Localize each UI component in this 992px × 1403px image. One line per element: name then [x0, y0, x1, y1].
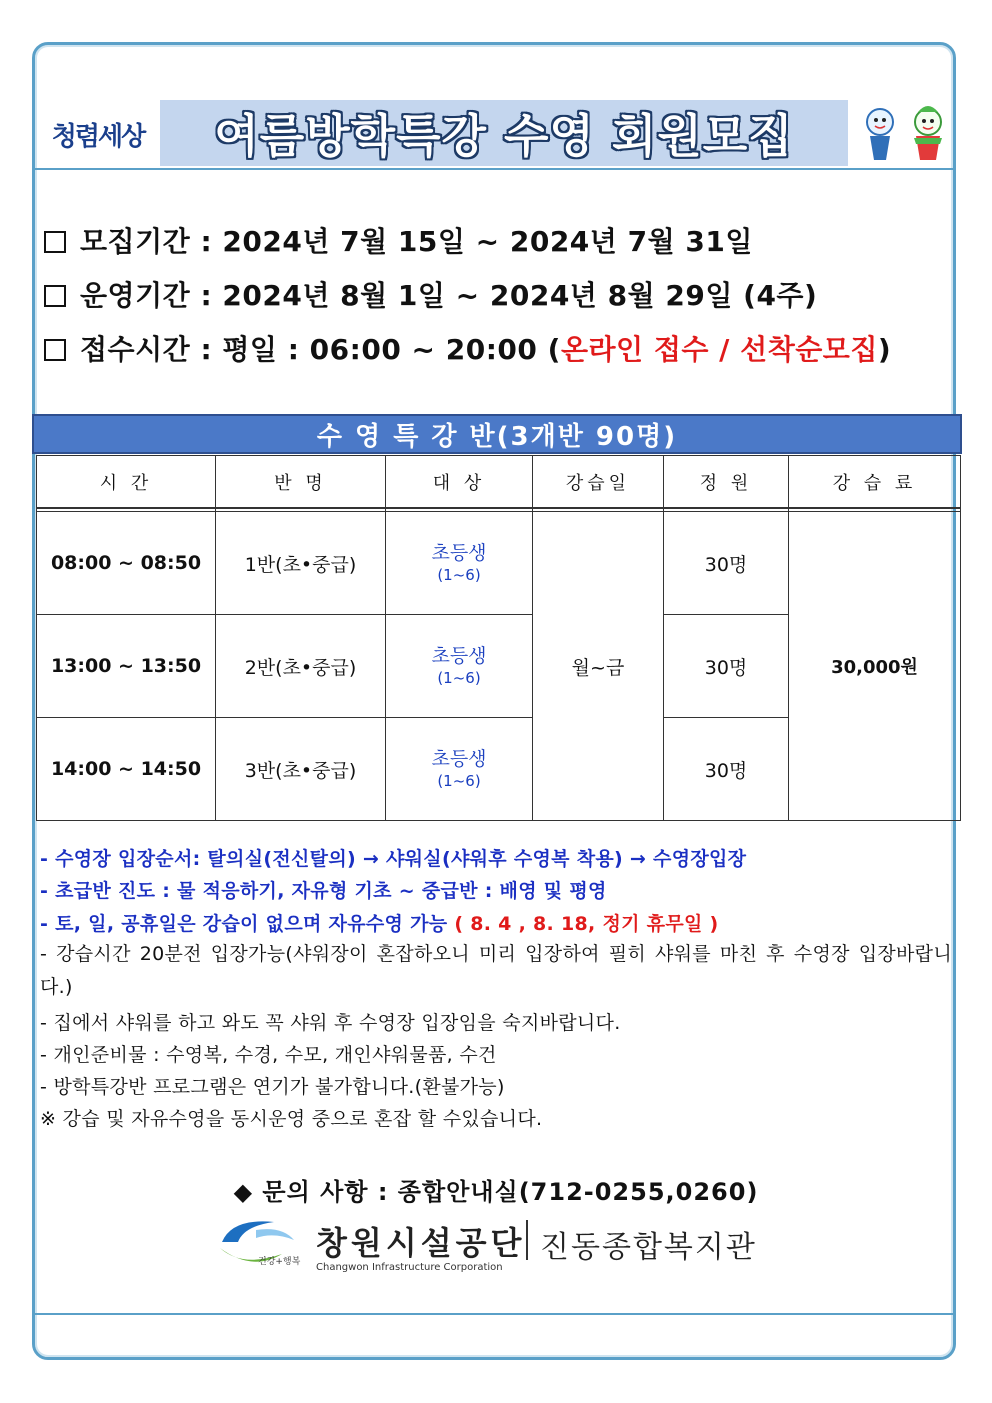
footer-divider: [35, 1313, 953, 1315]
section-title-bar: [32, 414, 962, 454]
note-entry-time: - 강습시간 20분전 입장가능(샤워장이 혼잡하오니 미리 입장하여 필히 샤워를 마친 후 수영장 입장바랍니다.): [40, 943, 952, 998]
header-target: 대 상: [386, 456, 533, 509]
capacity-cell: 30명: [664, 718, 789, 821]
operate-period-text: 운영기간 : 2024년 8월 1일 ~ 2024년 8월 29일 (4주): [80, 279, 818, 312]
target-label: 초등생: [431, 541, 487, 564]
note-holidays-text: - 토, 일, 공휴일은 강습이 없으며 자유수영 가능: [40, 913, 455, 935]
header-time: 시 간: [37, 456, 216, 509]
schedule-table: [36, 455, 961, 821]
capacity-cell: 30명: [664, 512, 789, 615]
logo-text: 청렴세상: [51, 121, 145, 152]
reception-highlight: 온라인 접수 / 선착순모집: [560, 333, 878, 366]
org-sub-name: 진동종합복지관: [540, 1230, 757, 1265]
target-label: 초등생: [431, 644, 487, 667]
time-cell: 08:00 ~ 08:50: [37, 512, 216, 615]
recruit-period-text: 모집기간 : 2024년 7월 15일 ~ 2024년 7월 31일: [80, 225, 753, 258]
target-grade: (1~6): [437, 771, 481, 790]
table-header-row: [37, 456, 961, 509]
fee-cell: 30,000원: [789, 512, 961, 821]
note-shower: - 집에서 샤워를 하고 와도 꼭 샤워 후 수영장 입장임을 숙지바랍니다.: [40, 1012, 621, 1034]
contact-info: ◆ 문의 사항 : 종합안내실(712-0255,0260): [233, 1178, 759, 1206]
reception-time: [44, 328, 891, 368]
reception-time-text: 접수시간 : 평일 : 06:00 ~ 20:00 (: [80, 333, 561, 366]
class-cell: 1반(초•중급): [216, 512, 386, 615]
header-class: 반 명: [216, 456, 386, 509]
note-holidays: [40, 909, 719, 936]
checkbox-square-icon: [44, 231, 66, 253]
recruit-period: [44, 220, 753, 260]
target-cell: [386, 615, 533, 718]
note-progress: - 초급반 진도 : 물 적응하기, 자유형 기초 ~ 중급반 : 배영 및 평영: [40, 880, 607, 902]
target-grade: (1~6): [437, 668, 481, 687]
header-divider: [35, 168, 953, 170]
note-crowded: ※ 강습 및 자유수영을 동시운영 중으로 혼잡 할 수있습니다.: [40, 1108, 543, 1130]
page-title: 여름방학특강 수영 회원모집: [214, 109, 794, 163]
clean-world-logo: [50, 108, 146, 160]
org-divider: [526, 1220, 528, 1260]
mascot-icon: [856, 104, 956, 164]
changwon-logo-icon: [212, 1212, 302, 1276]
title-banner: [160, 100, 848, 166]
logo-caption: 건강+행복: [258, 1257, 301, 1267]
checkbox-square-icon: [44, 285, 66, 307]
note-supplies: - 개인준비물 : 수영복, 수경, 수모, 개인샤워물품, 수건: [40, 1044, 497, 1066]
target-grade: (1~6): [437, 565, 481, 584]
table-row: [37, 512, 961, 615]
time-cell: 13:00 ~ 13:50: [37, 615, 216, 718]
note-holidays-dates: ( 8. 4 , 8. 18, 정기 휴무일 ): [454, 913, 719, 935]
org-name: 창원시설공단: [316, 1224, 526, 1262]
note-entry-order: - 수영장 입장순서: 탈의실(전신탈의) → 샤워실(샤워후 수영복 착용) → 수영장입장: [40, 848, 747, 870]
checkbox-square-icon: [44, 339, 66, 361]
org-english-name: Changwon Infrastructure Corporation: [316, 1262, 503, 1273]
time-cell: 14:00 ~ 14:50: [37, 718, 216, 821]
header-capacity: 정 원: [664, 456, 789, 509]
days-cell: 월~금: [533, 512, 664, 821]
class-cell: 3반(초•중급): [216, 718, 386, 821]
target-cell: [386, 718, 533, 821]
target-label: 초등생: [431, 747, 487, 770]
section-title: 수 영 특 강 반(3개반 90명): [316, 421, 678, 452]
reception-suffix: ): [877, 333, 892, 366]
class-cell: 2반(초•중급): [216, 615, 386, 718]
header-fee: 강 습 료: [789, 456, 961, 509]
note-no-postpone: - 방학특강반 프로그램은 연기가 불가합니다.(환불가능): [40, 1076, 505, 1098]
operate-period: [44, 274, 817, 314]
header-days: 강습일: [533, 456, 664, 509]
target-cell: [386, 512, 533, 615]
capacity-cell: 30명: [664, 615, 789, 718]
